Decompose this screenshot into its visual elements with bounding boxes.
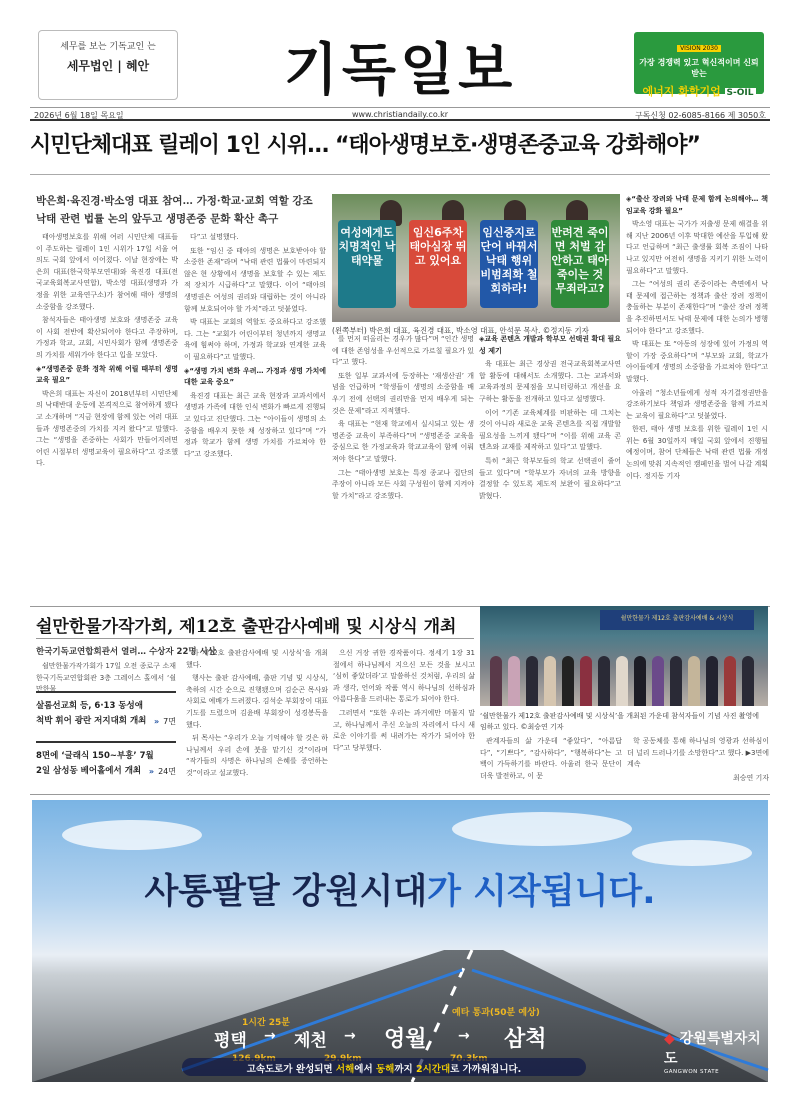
bar-text: 고속도로가 완성되면 — [246, 1064, 336, 1075]
issue-date: 2026년 6월 18일 목요일 — [34, 111, 124, 120]
person-figure — [706, 656, 718, 706]
paragraph: 육진경 대표는 최근 교육 현장과 교과서에서 생명과 가족에 대한 인식 변화가 빠르게 진행되고 있다고 진단했다. 그는 “아이들이 생명의 소중함을 배우지 못한 채 성장하고 있다”며 “가정과 학교가 함께 생명 가치를 가르쳐야 한다”고 강조했다. — [184, 391, 326, 458]
photo-caption: ‘쉴만한물가 제12호 출판감사예배 및 시상식’을 개최된 가운데 참석자들이 기념 사진 촬영에 임하고 있다. ©최승연 기자 — [480, 712, 760, 731]
paragraph: 한편, 태아 생명 보호를 위한 릴레이 1인 시위는 6월 30일까지 매일 국회 앞에서 진행될 예정이며, 참여 단체들은 낙태 관련 법률 개정 논의에 맞춰 지속적인 캠페인을 벌여 나갈 계획이다. 정지동 기자 — [626, 425, 768, 480]
person-figure — [580, 656, 592, 706]
article1-column-1 — [36, 232, 178, 602]
paragraph: 으신 거장 귀한 경작품이다. 정세기 1장 31절에서 하나님께서 지으신 모든 것을 보시고 ‘심히 좋았더라’고 말씀하신 것처럼, 우리의 삶과 생각, 언어와 작품 역시 하나님의 선하심과 아름다움을 드러내는 통로가 되어야 한다. — [333, 649, 475, 704]
article1-column-4 — [479, 334, 621, 602]
arrow-right-icon: → — [344, 1028, 356, 1044]
bar-highlight: 동해 — [375, 1064, 395, 1075]
paragraph: 특히 “최근 학부모들의 학교 선택권이 줄어들고 있다”며 “학부모가 자녀의 교육 방향을 결정할 수 있도록 제도적 보완이 필요하다”고 밝혔다. — [479, 456, 621, 500]
article2-column-1 — [36, 661, 176, 694]
paragraph: 또한 “임신 중 태아의 생명은 보호받아야 할 소중한 존재”라며 “낙태 관련 법률이 마련되지 않은 현 상황에서 생명을 보호할 수 있는 제도적 장치가 시급하다”고 말했다. 이어 “태아의 생명권은 여성의 권리와 대립하는 것이 아니라 함께 보호되어야 할 가치”라고 덧붙였다. — [184, 246, 326, 313]
gangwon-logo — [664, 1028, 768, 1075]
article1-subheads — [36, 192, 326, 228]
paragraph: 아울러 “청소년들에게 성적 자기결정권만을 강조하기보다 책임과 생명존중을 함께 가르치는 교육이 필요하다”고 덧붙였다. — [626, 388, 768, 420]
protest-photo[interactable] — [332, 194, 620, 322]
section-heading: ◈“생명존중 문화 정착 위해 어릴 때부터 생명교육 필요” — [36, 364, 178, 385]
byline: 최승연 기자 — [732, 773, 769, 782]
paragraph: 박소영 대표는 국가가 저출생 문제 해결을 위해 지난 2006년 이후 막대한 예산을 투입해 왔다고 언급하며 “최근 출생률 회복 조짐이 나타나고 있지만 여전히 생명을 지키기 위한 노력이 필요하다”고 말했다. — [626, 220, 768, 275]
ad-slogan: 가장 경쟁력 있고 혁신적이며 신뢰받는 — [639, 58, 759, 78]
protest-sign: 여성에게도 치명적인 낙태약물 — [338, 220, 396, 308]
ad-headline-main: 사통팔달 강원시대 — [144, 872, 428, 912]
promo-page — [154, 714, 176, 729]
article1-column-2 — [184, 232, 326, 602]
article2-column-2 — [186, 648, 328, 788]
paragraph: 참석자들은 태아생명 보호와 생명존중 교육이 사회 전반에 확산되어야 한다고 주장하며, 가정과 학교, 교회, 시민사회가 함께 생명존중의 가치를 세워가야 한다고 입을 모았다. — [36, 316, 178, 359]
paragraph: 박은희 대표는 자신이 2018년부터 시민단체의 낙태반대 운동에 본격적으로 참여하게 됐다고 소개하며 “지금 현장에 함께 있는 여러 대표들과 생명존중의 가치를 지켜 왔다”고 말했다. 그는 “생명을 존중하는 사회가 만들어지려면 어린 시절부터 생명교육이 필요하다”고 강조했다. — [36, 389, 178, 468]
paragraph: 육 대표는 “현재 학교에서 실시되고 있는 생명존중 교육이 부족하다”며 “생명존중 교육을 중심으로 한 가정교육과 학교교육이 함께 이뤄져야 한다”고 말했다. — [332, 420, 474, 463]
logo-subtext: GANGWON STATE — [664, 1069, 720, 1075]
soil-logo: S-OIL — [726, 88, 754, 98]
bar-text: 까지 — [394, 1064, 416, 1075]
paragraph: 박 대표는 교회의 역할도 중요하다고 강조했다. 그는 “교회가 어린이부터 청년까지 생명교육에 힘써야 하며, 가정과 학교와 연계한 교육이 필요하다”고 말했다. — [184, 318, 326, 361]
person-figure — [634, 656, 646, 706]
person-figure — [544, 656, 556, 706]
gangwon-highway-ad[interactable] — [32, 800, 768, 1082]
bar-highlight: 2시간대 — [415, 1064, 451, 1075]
bar-text: 로 가까워집니다. — [450, 1064, 522, 1075]
person-figure — [490, 656, 502, 706]
person-figure — [688, 656, 700, 706]
paragraph: 행사는 출판 감사예배, 출판 기념 및 시상식, 축하의 시간 순으로 진행됐으며 김순곤 목사와 사회로 예배가 드려졌다. 김석순 부회장이 대표기도를 드렸으며 김윤배 부회장이 성경봉독을 했다. — [186, 674, 328, 729]
paragraph: 뒤 목사는 “우리가 오늘 기억해야 할 것은 하나님께서 우리 손에 붓을 맡기신 것”이라며 “작가들의 사명은 하나님의 은혜를 증언하는 것”이라고 설교했다. — [186, 734, 328, 777]
person-figure — [652, 656, 664, 706]
headline-rule — [36, 638, 474, 639]
paragraph: 를 먼저 떠올리는 경우가 많다”며 “인간 생명에 대한 존엄성을 우선적으로 가르칠 필요가 있다”고 했다. — [332, 335, 474, 367]
article2-column-4 — [480, 736, 622, 788]
section-heading: ◈“생명 가치 변화 우려… 가정과 생명 가치에 대한 교육 중요” — [184, 366, 326, 387]
person-figure — [724, 656, 736, 706]
paragraph: 그러면서 “또한 우리는 과거에만 머물지 말고, 하나님께서 주신 오늘의 자리에서 다시 새로운 이야기를 써 내려가는 작가가 되어야 한다”고 당부했다. — [333, 708, 475, 752]
logo-text: 강원특별자치도 — [664, 1031, 761, 1067]
promo-row — [36, 764, 176, 779]
ad-headline — [32, 864, 768, 914]
protest-sign: 임신6주차 태아심장 뛰고 있어요 — [409, 220, 467, 308]
ad-brand: 세무법인 | 혜안 — [66, 59, 150, 73]
person-figure — [526, 656, 538, 706]
ad-vision-tag: VISION 2030 — [677, 45, 721, 52]
arrow-right-icon: → — [264, 1028, 276, 1044]
promo-box[interactable] — [36, 741, 176, 783]
city-label: 삼척 — [504, 1027, 547, 1052]
promo-box[interactable] — [36, 691, 176, 733]
section-heading: ◈교육 콘텐츠 개발과 학부모 선택권 확대 필요성 제기 — [479, 335, 621, 355]
masthead — [30, 22, 770, 104]
cloud-shape — [632, 840, 752, 866]
paragraph: 육 대표는 최근 경상권 전국교육회복교사연합 활동에 대해서도 소개했다. 그는 교과서와 교육과정의 문제점을 모니터링하고 개선을 요구하는 활동을 전개하고 있다고 설명했다. — [479, 360, 621, 403]
paragraph: 박 대표는 또 “아동의 성장에 있어 가정의 역할이 가장 중요하다”며 “부모와 교회, 학교가 아이들에게 생명의 소중함을 가르쳐야 한다”고 말했다. — [626, 340, 768, 383]
newspaper-title[interactable]: 기독일보 — [283, 37, 517, 103]
paragraph: 가 제12호 출판감사예배 및 시상식’을 개최했다. — [186, 649, 328, 669]
promo-page — [149, 764, 176, 779]
cloud-shape — [62, 820, 202, 850]
article2-column-5 — [627, 736, 769, 788]
ad-brand-line — [637, 83, 761, 99]
promo-title: 살롬선교회 등, 6·13 동성애 — [36, 701, 143, 711]
person-figure — [598, 656, 610, 706]
group-photo[interactable] — [480, 606, 768, 706]
paragraph: 학 공동체를 통해 하나님의 영광과 선하심이 더 널리 드러나기를 소망한다”고 했다. ▶3면에 계속 — [627, 737, 769, 769]
arrow-right-icon: → — [458, 1028, 470, 1044]
bar-text: 에서 — [354, 1064, 376, 1075]
ad-top-right[interactable] — [634, 32, 764, 98]
subscription-info: 구독신청 02-6085-8166 제 3050호 — [634, 111, 766, 120]
promo-page-number: 24면 — [158, 767, 176, 776]
promo-title: 8면에 ‘글래식 150~부흥’ 7월 — [36, 751, 154, 761]
paragraph: 그는 “태아생명 보호는 특정 종교나 집단의 주장이 아니라 모든 사회 구성원이 함께 지켜야 할 가치”라고 강조했다. — [332, 468, 474, 500]
site-url[interactable]: www.christiandaily.co.kr — [351, 110, 449, 119]
headline-rule — [30, 174, 770, 175]
double-chevron-right-icon: » — [148, 767, 155, 776]
city-label: 제천 — [294, 1031, 327, 1051]
section-divider — [30, 794, 770, 795]
article2-headline[interactable]: 쉴만한물가작가회, 제12호 출판감사예배 및 시상식 개최 — [36, 617, 457, 637]
photo-caption: (왼쪽부터) 박은희 대표, 육진경 대표, 박소영 대표, 안석문 목사. ©정지동 기자 — [332, 326, 589, 335]
cloud-shape — [452, 812, 632, 846]
article2-subhead: 한국기독교연합회관서 열려… 수상자 22명 시상 — [36, 647, 216, 657]
person-figure — [508, 656, 520, 706]
promo-line: 척박 휘어 광란 저지대회 개최 — [36, 716, 147, 726]
promo-line: 2일 삼성동 베어홀에서 개최 — [36, 766, 142, 776]
double-chevron-right-icon: » — [154, 717, 160, 726]
promo-page-number: 7면 — [163, 717, 176, 726]
article1-headline[interactable]: 시민단체대표 릴레이 1인 시위… “태아생명보호·생명존중교육 강화해야” — [30, 133, 700, 158]
gangwon-mark-icon: ◆ — [664, 1031, 675, 1047]
paragraph: 쉴만한물가작가회가 17일 오전 종로구 소재 한국기독교연합회관 3층 그레이스 홀에서 ‘쉴만한물 — [36, 662, 176, 694]
event-banner: 쉴만한물가 제12호 출판감사예배 & 시상식 — [600, 610, 754, 630]
article1-subhead-1: 박은희·육진경·박소영 대표 참여… 가정·학교·교회 역할 강조 — [36, 195, 313, 207]
travel-time-label: 1시간 25분 — [242, 1018, 291, 1028]
protest-sign: 반려견 죽이면 처벌 감안하고 태아 죽이는 것 무죄라고? — [551, 220, 609, 308]
article2-column-3 — [333, 648, 475, 788]
paragraph: 관계자들의 삶 가운데 “좋았다”, “아름답다”, “기쁘다”, “감사하다”, “행복하다”는 고백이 가득하기를 바란다. 아울러 한국 문단이 더욱 발전하고, 이 문 — [480, 737, 622, 780]
city-label: 영월 — [384, 1027, 427, 1052]
travel-time-label: 예타 통과(50분 예상) — [452, 1008, 540, 1018]
ad-headline-highlight: 가 시작됩니다. — [427, 872, 656, 912]
ad-top-left[interactable] — [38, 30, 178, 100]
article1-subhead-2: 낙태 관련 법률 논의 앞두고 생명존중 문화 확산 촉구 — [36, 213, 279, 225]
section-heading: ◈“출산 장려와 낙태 문제 함께 논의해야… 책임교육 강화 필요” — [626, 195, 768, 215]
paragraph: 또한 일부 교과서에 등장하는 ‘재생산권’ 개념을 언급하며 “학생들이 생명의 소중함을 배우기 전에 선택의 권리만을 먼저 배우게 되는 것은 문제”라고 지적했다. — [332, 371, 474, 415]
person-figure — [742, 656, 754, 706]
dateline — [30, 107, 770, 121]
promo-row — [36, 714, 176, 729]
person-figure — [670, 656, 682, 706]
city-label: 평택 — [214, 1031, 247, 1051]
ad-brand-text: 에너지 화학기업 — [642, 85, 721, 98]
paragraph: 다”고 설명했다. — [190, 233, 239, 241]
article1-column-3 — [332, 334, 474, 602]
person-figure — [616, 656, 628, 706]
protest-sign: 임신중지로 단어 바꿔서 낙태 행위 비범죄화 철회하라! — [480, 220, 538, 308]
bar-highlight: 서해 — [335, 1064, 355, 1075]
paragraph: 이어 “기존 교육체계를 비판하는 데 그치는 것이 아니라 새로운 교육 콘텐츠를 직접 개발할 필요성을 느끼게 됐다”며 “이를 위해 교육 콘텐츠와 교재를 제작하고 있다”고 말했다. — [479, 408, 621, 452]
ad-tagline: 세무를 보는 기독교인 는 — [60, 42, 156, 52]
article1-headline-block — [30, 128, 770, 188]
paragraph: 태아생명보호를 위해 여러 시민단체 대표들이 주도하는 릴레이 1인 시위가 17일 서울 여의도 국회 앞에서 이어졌다. 이날 현장에는 박은희 대표(한국학부모연대)와 육진경 대표(전국교육회복교사연합), 박소영 대표(생명과 가정을 위한 교육연구소)가 참여해 태아 생명의 소중함을 강조했다. — [36, 233, 178, 311]
ad-tagline-bar — [182, 1058, 586, 1076]
paragraph: 그는 “여성의 권리 존중이라는 측면에서 낙태 문제에 접근하는 정책과 출산 장려 정책이 충돌하는 부분이 존재한다”며 “출산 장려 정책을 추진하면서도 낙태 문제에 대한 논의가 병행되어야 한다”고 강조했다. — [626, 280, 768, 335]
person-figure — [562, 656, 574, 706]
article1-column-5 — [626, 194, 768, 602]
